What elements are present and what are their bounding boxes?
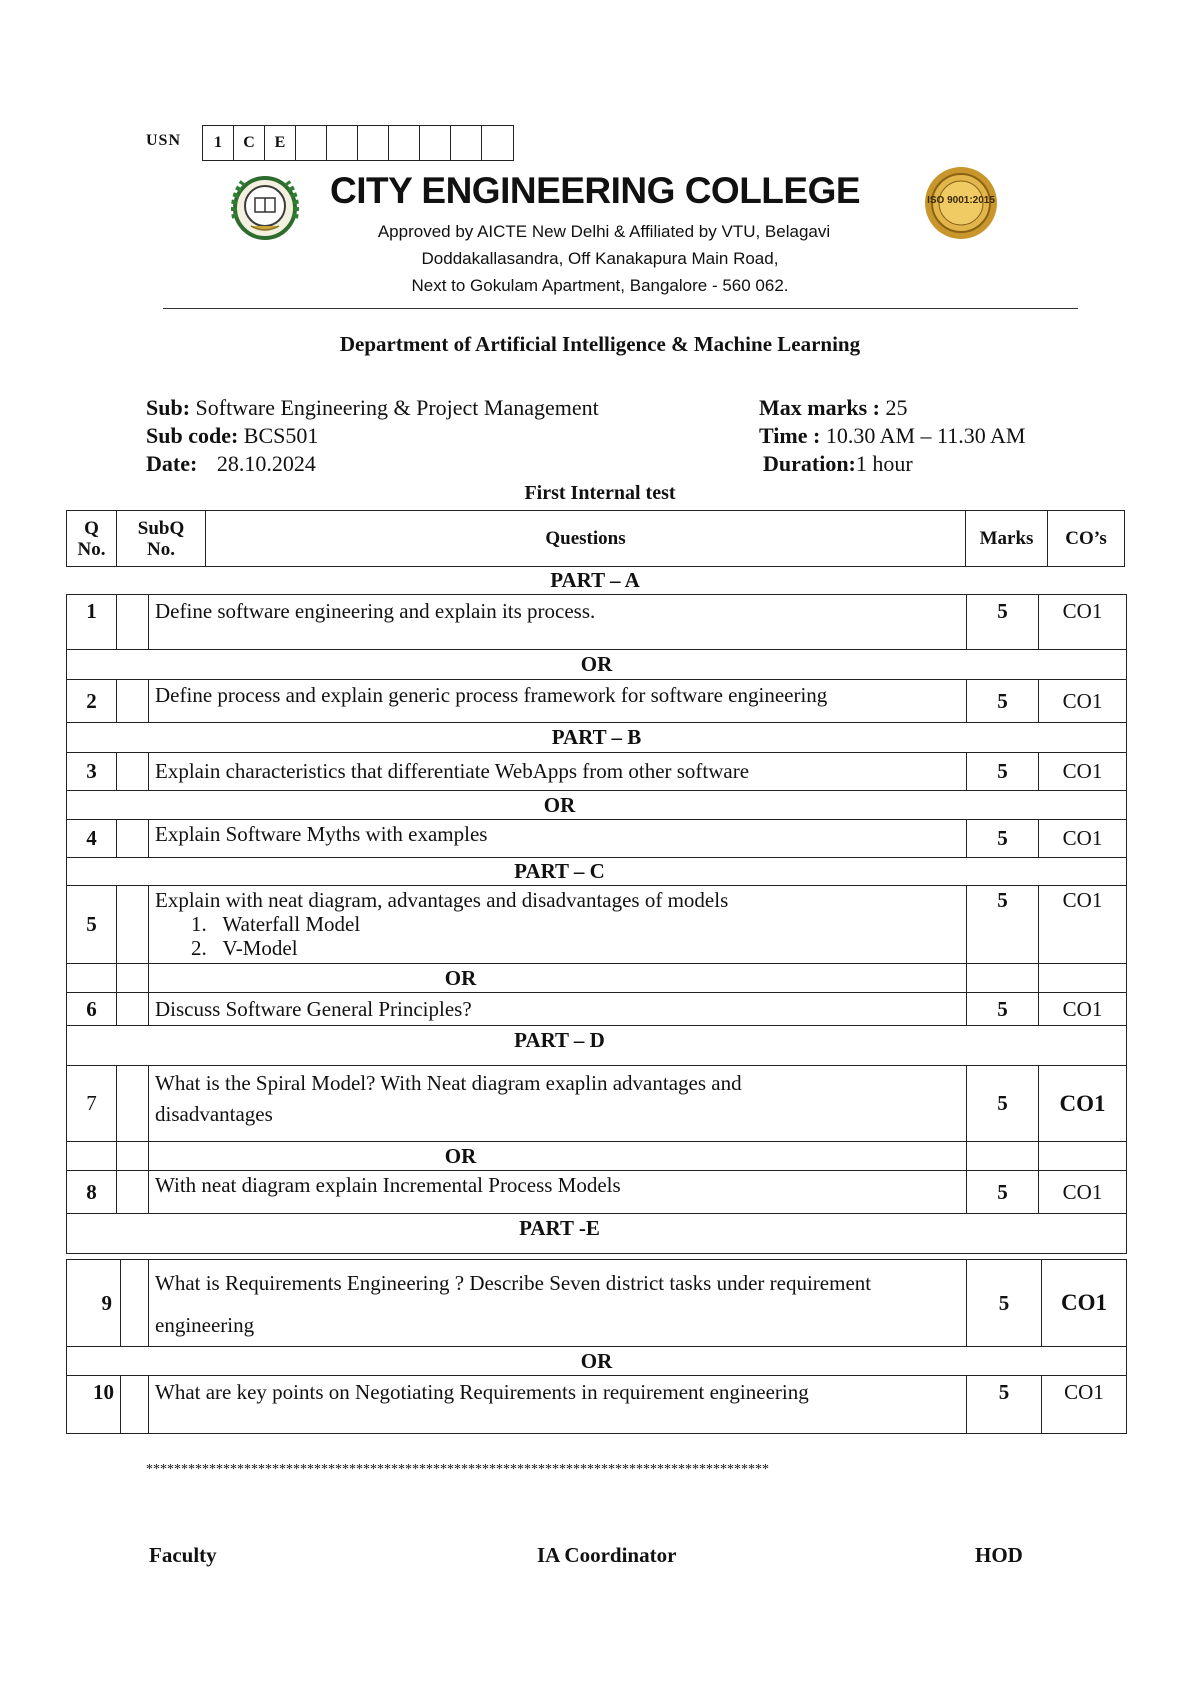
question-text: What are key points on Negotiating Requirements in requirement engineering: [149, 1376, 967, 1434]
usn-box[interactable]: [482, 126, 513, 160]
college-name: CITY ENGINEERING COLLEGE: [330, 170, 861, 211]
list-item: [155, 912, 960, 936]
question-text: What is Requirements Engineering ? Describe Seven district tasks under requirement engineering: [149, 1260, 967, 1347]
or-separator: OR: [67, 1347, 1127, 1376]
question-marks: 5: [967, 680, 1039, 723]
list-item-text: Waterfall Model: [222, 912, 361, 936]
question-co: CO1: [1042, 1260, 1127, 1347]
subcode-value: BCS501: [243, 423, 319, 448]
iso-badge: [920, 164, 1002, 242]
subq-cell: [117, 886, 149, 964]
iso-badge-text: ISO 9001:2015: [927, 195, 995, 206]
college-address-line2: Next to Gokulam Apartment, Bangalore - 560 062.: [411, 276, 789, 295]
maxmarks-line: [759, 395, 907, 421]
sub-label: Sub:: [146, 395, 191, 420]
question-text: With neat diagram explain Incremental Process Models: [149, 1171, 967, 1214]
col-subq-no: SubQ No.: [117, 511, 206, 567]
usn-box[interactable]: [296, 126, 327, 160]
usn-box[interactable]: 1: [203, 126, 234, 160]
header-divider: [163, 308, 1078, 309]
table-row: [67, 1171, 1127, 1214]
question-number: 9: [67, 1260, 121, 1347]
question-marks: 5: [967, 993, 1039, 1026]
time-line: [759, 423, 1025, 449]
question-number: 1: [67, 595, 117, 650]
part-a-label: PART – A: [550, 568, 640, 592]
questions-table-header: [66, 510, 1125, 567]
question-number: 10: [67, 1376, 121, 1434]
maxmarks-value: 25: [885, 395, 908, 420]
college-approval: Approved by AICTE New Delhi & Affiliated by VTU, Belagavi: [377, 222, 831, 241]
subq-cell: [117, 993, 149, 1026]
question-co: CO1: [1039, 1066, 1127, 1142]
question-text: Define software engineering and explain its process.: [149, 595, 967, 650]
signature-hod: HOD: [975, 1543, 1023, 1567]
question-marks: 5: [967, 886, 1039, 964]
table-row: [67, 1066, 1127, 1142]
usn-box[interactable]: [420, 126, 451, 160]
question-marks: 5: [967, 1066, 1039, 1142]
end-divider-stars: *****************************************************************************************: [146, 1462, 769, 1477]
usn-box[interactable]: [358, 126, 389, 160]
table-row: [67, 820, 1127, 858]
list-item: [155, 936, 960, 960]
subcode-label: Sub code:: [146, 423, 239, 448]
table-row: [67, 595, 1127, 650]
subq-cell: [117, 680, 149, 723]
college-address-line1: Doddakallasandra, Off Kanakapura Main Road,: [421, 249, 779, 268]
department-title: Department of Artificial Intelligence & Machine Learning: [339, 332, 861, 356]
usn-label: USN: [146, 132, 182, 149]
question-co: CO1: [1039, 680, 1127, 723]
table-row: [67, 886, 1127, 964]
question-number: 8: [67, 1171, 117, 1214]
question-number: 5: [67, 886, 117, 964]
or-separator: OR: [149, 1142, 967, 1171]
question-marks: 5: [967, 820, 1039, 858]
question-text: Explain Software Myths with examples: [149, 820, 967, 858]
usn-boxes: [202, 125, 514, 161]
list-item-number: 1.: [191, 912, 223, 936]
question-text: Define process and explain generic process framework for software engineering: [149, 680, 967, 723]
signature-ia-coordinator: IA Coordinator: [537, 1543, 677, 1567]
question-text: What is the Spiral Model? With Neat diagram exaplin advantages and disadvantages: [149, 1066, 967, 1142]
or-separator: OR: [149, 964, 967, 993]
list-item-text: V-Model: [222, 936, 298, 960]
question-number: 7: [67, 1066, 117, 1142]
table-row: [67, 1376, 1127, 1434]
table-row: [67, 680, 1127, 723]
usn-box[interactable]: [389, 126, 420, 160]
table-row: [67, 1260, 1127, 1347]
subq-cell: [117, 753, 149, 791]
duration-label: Duration:: [763, 451, 856, 476]
question-co: CO1: [1039, 993, 1127, 1026]
time-value: 10.30 AM – 11.30 AM: [825, 423, 1026, 448]
question-co: CO1: [1039, 1171, 1127, 1214]
question-number: 6: [67, 993, 117, 1026]
question-marks: 5: [967, 595, 1039, 650]
usn-box[interactable]: E: [265, 126, 296, 160]
part-d-label: PART – D: [67, 1026, 1127, 1066]
or-separator: OR: [67, 650, 1127, 680]
subq-cell: [117, 595, 149, 650]
question-text-cell: [149, 886, 967, 964]
duration-value: 1 hour: [855, 451, 913, 476]
questions-table: [66, 594, 1127, 1254]
question-text: Explain with neat diagram, advantages and disadvantages of models: [155, 888, 729, 912]
question-co: CO1: [1039, 820, 1127, 858]
question-marks: 5: [967, 753, 1039, 791]
question-co: CO1: [1039, 886, 1127, 964]
question-number: 2: [67, 680, 117, 723]
subcode-line: [146, 423, 318, 449]
questions-table-part-e: [66, 1259, 1127, 1434]
subq-cell: [117, 1171, 149, 1214]
part-e-label: PART -E: [67, 1214, 1127, 1254]
table-row: [67, 753, 1127, 791]
col-marks: Marks: [966, 511, 1048, 567]
date-label: Date:: [146, 451, 198, 476]
usn-box[interactable]: [327, 126, 358, 160]
question-number: 3: [67, 753, 117, 791]
question-text: Explain characteristics that differentiate WebApps from other software: [149, 753, 967, 791]
question-marks: 5: [967, 1171, 1039, 1214]
question-co: CO1: [1039, 753, 1127, 791]
part-b-label: PART – B: [67, 723, 1127, 753]
question-text: Discuss Software General Principles?: [149, 993, 967, 1026]
col-questions: Questions: [206, 511, 966, 567]
maxmarks-label: Max marks :: [759, 395, 880, 420]
duration-line: [763, 451, 913, 477]
question-marks: 5: [967, 1376, 1042, 1434]
subject-line: [146, 395, 599, 421]
time-label: Time :: [759, 423, 821, 448]
question-co: CO1: [1042, 1376, 1127, 1434]
subq-cell: [117, 820, 149, 858]
sub-value: Software Engineering & Project Management: [195, 395, 599, 420]
subq-cell: [121, 1260, 149, 1347]
or-separator: OR: [67, 791, 1127, 820]
question-number: 4: [67, 820, 117, 858]
date-value: 28.10.2024: [216, 451, 316, 476]
question-marks: 5: [967, 1260, 1042, 1347]
question-co: CO1: [1039, 595, 1127, 650]
usn-box[interactable]: [451, 126, 482, 160]
col-cos: CO’s: [1048, 511, 1125, 567]
subq-cell: [117, 1066, 149, 1142]
list-item-number: 2.: [191, 936, 223, 960]
table-row: [67, 993, 1127, 1026]
test-title: First Internal test: [524, 482, 676, 504]
date-line: [146, 451, 316, 477]
usn-box[interactable]: C: [234, 126, 265, 160]
col-q-no: Q No.: [67, 511, 117, 567]
part-c-label: PART – C: [67, 858, 1127, 886]
signature-faculty: Faculty: [149, 1543, 217, 1567]
subq-cell: [121, 1376, 149, 1434]
